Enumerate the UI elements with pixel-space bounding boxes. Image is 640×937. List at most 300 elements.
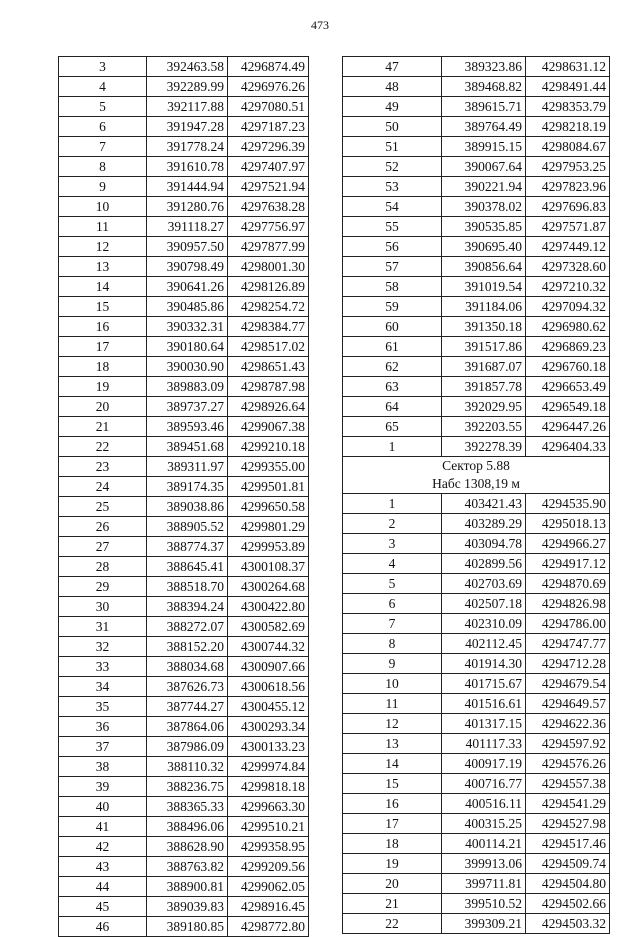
table-row	[59, 677, 309, 697]
x-coordinate: 388152.20	[147, 637, 228, 657]
sector-title: Сектор 5.88	[442, 458, 510, 473]
table-row	[59, 657, 309, 677]
y-coordinate: 4294509.74	[526, 854, 610, 874]
y-coordinate: 4298787.98	[228, 377, 309, 397]
x-coordinate: 390030.90	[147, 357, 228, 377]
point-number: 12	[343, 714, 442, 734]
table-row	[59, 857, 309, 877]
y-coordinate: 4299650.58	[228, 497, 309, 517]
x-coordinate: 391517.86	[442, 337, 526, 357]
y-coordinate: 4299209.56	[228, 857, 309, 877]
point-number: 1	[343, 437, 442, 457]
point-number: 55	[343, 217, 442, 237]
table-row	[343, 257, 610, 277]
y-coordinate: 4297638.28	[228, 197, 309, 217]
coordinates-table-left	[58, 56, 309, 937]
x-coordinate: 391857.78	[442, 377, 526, 397]
x-coordinate: 389039.83	[147, 897, 228, 917]
y-coordinate: 4297407.97	[228, 157, 309, 177]
x-coordinate: 389180.85	[147, 917, 228, 937]
y-coordinate: 4294535.90	[526, 494, 610, 514]
point-number: 40	[59, 797, 147, 817]
point-number: 47	[343, 57, 442, 77]
table-row	[59, 297, 309, 317]
x-coordinate: 391610.78	[147, 157, 228, 177]
point-number: 29	[59, 577, 147, 597]
x-coordinate: 388496.06	[147, 817, 228, 837]
y-coordinate: 4294870.69	[526, 574, 610, 594]
table-row	[343, 654, 610, 674]
sector-header-row	[343, 457, 610, 494]
x-coordinate: 388763.82	[147, 857, 228, 877]
y-coordinate: 4298631.12	[526, 57, 610, 77]
point-number: 9	[59, 177, 147, 197]
table-row	[343, 634, 610, 654]
point-number: 61	[343, 337, 442, 357]
table-row	[59, 257, 309, 277]
point-number: 15	[343, 774, 442, 794]
point-number: 23	[59, 457, 147, 477]
table-row	[59, 417, 309, 437]
y-coordinate: 4294826.98	[526, 594, 610, 614]
point-number: 13	[343, 734, 442, 754]
x-coordinate: 389883.09	[147, 377, 228, 397]
point-number: 20	[59, 397, 147, 417]
y-coordinate: 4300455.12	[228, 697, 309, 717]
page-number: 473	[311, 18, 329, 32]
x-coordinate: 400114.21	[442, 834, 526, 854]
point-number: 11	[343, 694, 442, 714]
table-row	[59, 77, 309, 97]
table-row	[59, 917, 309, 937]
y-coordinate: 4298517.02	[228, 337, 309, 357]
y-coordinate: 4294966.27	[526, 534, 610, 554]
table-row	[343, 614, 610, 634]
point-number: 50	[343, 117, 442, 137]
table-row	[343, 97, 610, 117]
point-number: 53	[343, 177, 442, 197]
x-coordinate: 390641.26	[147, 277, 228, 297]
table-row	[343, 197, 610, 217]
point-number: 4	[59, 77, 147, 97]
point-number: 19	[59, 377, 147, 397]
y-coordinate: 4300422.80	[228, 597, 309, 617]
table-row	[59, 877, 309, 897]
y-coordinate: 4294786.00	[526, 614, 610, 634]
table-row	[59, 697, 309, 717]
table-row	[343, 894, 610, 914]
x-coordinate: 391184.06	[442, 297, 526, 317]
y-coordinate: 4300293.34	[228, 717, 309, 737]
x-coordinate: 390485.86	[147, 297, 228, 317]
point-number: 42	[59, 837, 147, 857]
y-coordinate: 4297756.97	[228, 217, 309, 237]
table-row	[343, 834, 610, 854]
x-coordinate: 401516.61	[442, 694, 526, 714]
x-coordinate: 387986.09	[147, 737, 228, 757]
point-number: 38	[59, 757, 147, 777]
x-coordinate: 392463.58	[147, 57, 228, 77]
point-number: 10	[59, 197, 147, 217]
y-coordinate: 4300264.68	[228, 577, 309, 597]
point-number: 21	[59, 417, 147, 437]
table-row	[59, 177, 309, 197]
point-number: 17	[59, 337, 147, 357]
table-row	[343, 554, 610, 574]
point-number: 57	[343, 257, 442, 277]
y-coordinate: 4294517.46	[526, 834, 610, 854]
table-row	[59, 197, 309, 217]
point-number: 28	[59, 557, 147, 577]
table-row	[343, 754, 610, 774]
table-row	[59, 357, 309, 377]
x-coordinate: 392029.95	[442, 397, 526, 417]
table-row	[59, 817, 309, 837]
point-number: 3	[59, 57, 147, 77]
x-coordinate: 390180.64	[147, 337, 228, 357]
y-coordinate: 4299501.81	[228, 477, 309, 497]
point-number: 48	[343, 77, 442, 97]
x-coordinate: 387744.27	[147, 697, 228, 717]
x-coordinate: 390798.49	[147, 257, 228, 277]
y-coordinate: 4294502.66	[526, 894, 610, 914]
y-coordinate: 4299210.18	[228, 437, 309, 457]
x-coordinate: 391687.07	[442, 357, 526, 377]
y-coordinate: 4296976.26	[228, 77, 309, 97]
x-coordinate: 388645.41	[147, 557, 228, 577]
y-coordinate: 4297328.60	[526, 257, 610, 277]
point-number: 6	[343, 594, 442, 614]
table-row	[59, 117, 309, 137]
table-row	[343, 794, 610, 814]
point-number: 45	[59, 897, 147, 917]
x-coordinate: 403094.78	[442, 534, 526, 554]
table-row	[343, 417, 610, 437]
point-number: 64	[343, 397, 442, 417]
table-row	[59, 397, 309, 417]
point-number: 34	[59, 677, 147, 697]
x-coordinate: 402703.69	[442, 574, 526, 594]
table-row	[343, 514, 610, 534]
x-coordinate: 391350.18	[442, 317, 526, 337]
y-coordinate: 4299355.00	[228, 457, 309, 477]
table-row	[343, 77, 610, 97]
y-coordinate: 4300108.37	[228, 557, 309, 577]
table-row	[59, 637, 309, 657]
point-number: 59	[343, 297, 442, 317]
x-coordinate: 388774.37	[147, 537, 228, 557]
x-coordinate: 391947.28	[147, 117, 228, 137]
x-coordinate: 388034.68	[147, 657, 228, 677]
table-row	[59, 717, 309, 737]
y-coordinate: 4300907.66	[228, 657, 309, 677]
point-number: 31	[59, 617, 147, 637]
x-coordinate: 390535.85	[442, 217, 526, 237]
x-coordinate: 402899.56	[442, 554, 526, 574]
point-number: 14	[343, 754, 442, 774]
table-row	[59, 617, 309, 637]
point-number: 5	[59, 97, 147, 117]
point-number: 25	[59, 497, 147, 517]
table-row	[343, 914, 610, 934]
y-coordinate: 4294917.12	[526, 554, 610, 574]
point-number: 51	[343, 137, 442, 157]
table-row	[59, 837, 309, 857]
table-row	[343, 57, 610, 77]
y-coordinate: 4296404.33	[526, 437, 610, 457]
x-coordinate: 391019.54	[442, 277, 526, 297]
x-coordinate: 402310.09	[442, 614, 526, 634]
table-row	[59, 797, 309, 817]
y-coordinate: 4297521.94	[228, 177, 309, 197]
table-row	[343, 534, 610, 554]
y-coordinate: 4299663.30	[228, 797, 309, 817]
x-coordinate: 390695.40	[442, 237, 526, 257]
y-coordinate: 4294597.92	[526, 734, 610, 754]
y-coordinate: 4300744.32	[228, 637, 309, 657]
table-row	[343, 814, 610, 834]
table-row	[343, 574, 610, 594]
y-coordinate: 4298001.30	[228, 257, 309, 277]
point-number: 18	[343, 834, 442, 854]
y-coordinate: 4294747.77	[526, 634, 610, 654]
x-coordinate: 402507.18	[442, 594, 526, 614]
y-coordinate: 4300618.56	[228, 677, 309, 697]
table-row	[59, 757, 309, 777]
table-row	[59, 597, 309, 617]
point-number: 18	[59, 357, 147, 377]
table-row	[343, 157, 610, 177]
x-coordinate: 399711.81	[442, 874, 526, 894]
x-coordinate: 389311.97	[147, 457, 228, 477]
table-row	[343, 137, 610, 157]
x-coordinate: 403421.43	[442, 494, 526, 514]
y-coordinate: 4299510.21	[228, 817, 309, 837]
point-number: 22	[59, 437, 147, 457]
x-coordinate: 389468.82	[442, 77, 526, 97]
x-coordinate: 390221.94	[442, 177, 526, 197]
y-coordinate: 4294504.80	[526, 874, 610, 894]
x-coordinate: 388628.90	[147, 837, 228, 857]
table-row	[59, 337, 309, 357]
y-coordinate: 4298651.43	[228, 357, 309, 377]
x-coordinate: 389323.86	[442, 57, 526, 77]
table-row	[343, 217, 610, 237]
x-coordinate: 390067.64	[442, 157, 526, 177]
y-coordinate: 4294557.38	[526, 774, 610, 794]
table-row	[343, 874, 610, 894]
point-number: 27	[59, 537, 147, 557]
x-coordinate: 388236.75	[147, 777, 228, 797]
point-number: 1	[343, 494, 442, 514]
point-number: 62	[343, 357, 442, 377]
table-row	[59, 277, 309, 297]
x-coordinate: 401117.33	[442, 734, 526, 754]
table-row	[59, 557, 309, 577]
x-coordinate: 387626.73	[147, 677, 228, 697]
point-number: 44	[59, 877, 147, 897]
y-coordinate: 4298254.72	[228, 297, 309, 317]
point-number: 14	[59, 277, 147, 297]
y-coordinate: 4299067.38	[228, 417, 309, 437]
table-row	[343, 594, 610, 614]
table-row	[59, 517, 309, 537]
point-number: 60	[343, 317, 442, 337]
point-number: 63	[343, 377, 442, 397]
x-coordinate: 391444.94	[147, 177, 228, 197]
y-coordinate: 4298126.89	[228, 277, 309, 297]
y-coordinate: 4296549.18	[526, 397, 610, 417]
x-coordinate: 392203.55	[442, 417, 526, 437]
table-row	[343, 377, 610, 397]
coordinates-table-right	[342, 56, 610, 934]
y-coordinate: 4297953.25	[526, 157, 610, 177]
table-row	[59, 237, 309, 257]
table-row	[59, 57, 309, 77]
y-coordinate: 4294541.29	[526, 794, 610, 814]
point-number: 49	[343, 97, 442, 117]
y-coordinate: 4299358.95	[228, 837, 309, 857]
sector-header	[343, 457, 610, 494]
x-coordinate: 401715.67	[442, 674, 526, 694]
x-coordinate: 389174.35	[147, 477, 228, 497]
x-coordinate: 388365.33	[147, 797, 228, 817]
point-number: 36	[59, 717, 147, 737]
x-coordinate: 390856.64	[442, 257, 526, 277]
x-coordinate: 388900.81	[147, 877, 228, 897]
y-coordinate: 4297696.83	[526, 197, 610, 217]
table-row	[59, 897, 309, 917]
table-row	[343, 494, 610, 514]
table-row	[59, 437, 309, 457]
table-row	[343, 177, 610, 197]
point-number: 52	[343, 157, 442, 177]
x-coordinate: 401914.30	[442, 654, 526, 674]
point-number: 2	[343, 514, 442, 534]
point-number: 41	[59, 817, 147, 837]
x-coordinate: 392117.88	[147, 97, 228, 117]
point-number: 30	[59, 597, 147, 617]
point-number: 21	[343, 894, 442, 914]
x-coordinate: 391280.76	[147, 197, 228, 217]
table-row	[343, 277, 610, 297]
x-coordinate: 387864.06	[147, 717, 228, 737]
point-number: 37	[59, 737, 147, 757]
point-number: 16	[59, 317, 147, 337]
x-coordinate: 401317.15	[442, 714, 526, 734]
x-coordinate: 389915.15	[442, 137, 526, 157]
point-number: 5	[343, 574, 442, 594]
table-row	[59, 777, 309, 797]
x-coordinate: 399309.21	[442, 914, 526, 934]
x-coordinate: 388272.07	[147, 617, 228, 637]
point-number: 24	[59, 477, 147, 497]
point-number: 35	[59, 697, 147, 717]
x-coordinate: 403289.29	[442, 514, 526, 534]
y-coordinate: 4294527.98	[526, 814, 610, 834]
point-number: 56	[343, 237, 442, 257]
y-coordinate: 4297210.32	[526, 277, 610, 297]
x-coordinate: 388905.52	[147, 517, 228, 537]
y-coordinate: 4295018.13	[526, 514, 610, 534]
x-coordinate: 399510.52	[442, 894, 526, 914]
point-number: 4	[343, 554, 442, 574]
y-coordinate: 4294622.36	[526, 714, 610, 734]
table-row	[343, 437, 610, 457]
y-coordinate: 4298916.45	[228, 897, 309, 917]
table-row	[343, 237, 610, 257]
table-row	[343, 337, 610, 357]
x-coordinate: 392289.99	[147, 77, 228, 97]
table-row	[59, 497, 309, 517]
point-number: 7	[343, 614, 442, 634]
y-coordinate: 4299062.05	[228, 877, 309, 897]
x-coordinate: 388110.32	[147, 757, 228, 777]
x-coordinate: 389737.27	[147, 397, 228, 417]
point-number: 54	[343, 197, 442, 217]
y-coordinate: 4296980.62	[526, 317, 610, 337]
point-number: 3	[343, 534, 442, 554]
x-coordinate: 392278.39	[442, 437, 526, 457]
table-row	[59, 477, 309, 497]
point-number: 10	[343, 674, 442, 694]
point-number: 19	[343, 854, 442, 874]
table-row	[59, 97, 309, 117]
y-coordinate: 4298218.19	[526, 117, 610, 137]
y-coordinate: 4296760.18	[526, 357, 610, 377]
table-row	[59, 157, 309, 177]
x-coordinate: 390957.50	[147, 237, 228, 257]
y-coordinate: 4296874.49	[228, 57, 309, 77]
table-row	[343, 694, 610, 714]
point-number: 39	[59, 777, 147, 797]
x-coordinate: 391778.24	[147, 137, 228, 157]
table-row	[59, 537, 309, 557]
point-number: 9	[343, 654, 442, 674]
x-coordinate: 400917.19	[442, 754, 526, 774]
point-number: 8	[59, 157, 147, 177]
y-coordinate: 4294503.32	[526, 914, 610, 934]
table-row	[343, 317, 610, 337]
y-coordinate: 4298084.67	[526, 137, 610, 157]
x-coordinate: 390378.02	[442, 197, 526, 217]
point-number: 7	[59, 137, 147, 157]
y-coordinate: 4297094.32	[526, 297, 610, 317]
point-number: 11	[59, 217, 147, 237]
point-number: 22	[343, 914, 442, 934]
table-row	[59, 737, 309, 757]
point-number: 26	[59, 517, 147, 537]
x-coordinate: 400716.77	[442, 774, 526, 794]
point-number: 15	[59, 297, 147, 317]
table-row	[343, 397, 610, 417]
x-coordinate: 388394.24	[147, 597, 228, 617]
table-row	[343, 734, 610, 754]
y-coordinate: 4297571.87	[526, 217, 610, 237]
y-coordinate: 4297823.96	[526, 177, 610, 197]
y-coordinate: 4298491.44	[526, 77, 610, 97]
y-coordinate: 4300133.23	[228, 737, 309, 757]
y-coordinate: 4294649.57	[526, 694, 610, 714]
x-coordinate: 389764.49	[442, 117, 526, 137]
y-coordinate: 4299974.84	[228, 757, 309, 777]
table-row	[343, 117, 610, 137]
point-number: 43	[59, 857, 147, 877]
table-row	[343, 357, 610, 377]
y-coordinate: 4298926.64	[228, 397, 309, 417]
y-coordinate: 4298353.79	[526, 97, 610, 117]
table-row	[343, 714, 610, 734]
